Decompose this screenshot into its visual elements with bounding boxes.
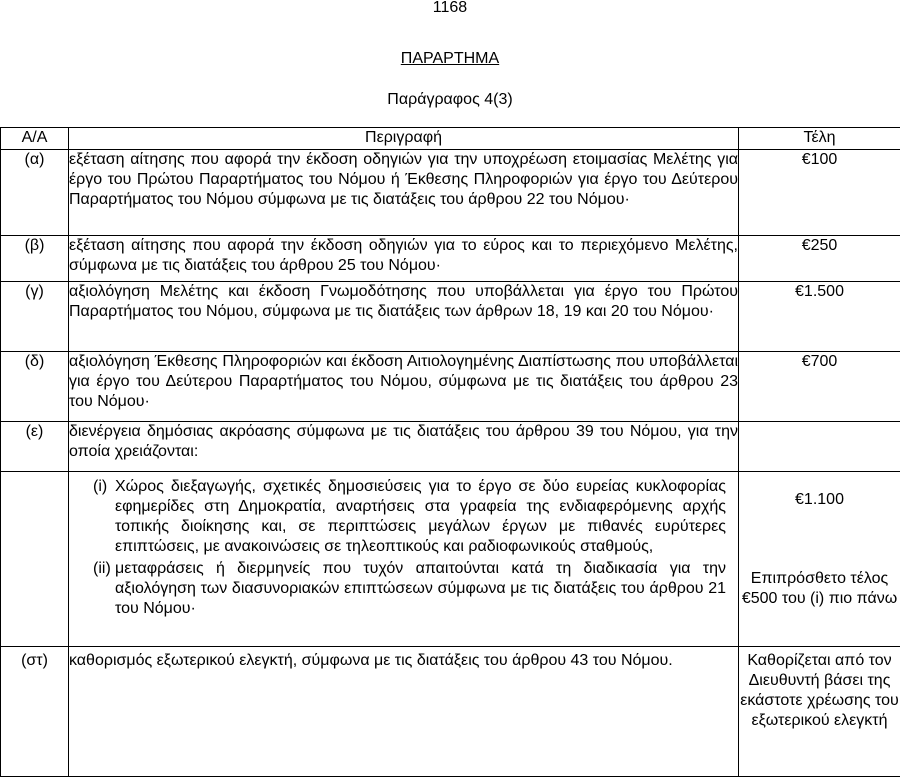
sub-item [93,477,726,557]
row-index: (στ) [1,647,69,777]
row-fee: €1.500 [739,282,900,352]
sub-item-fee: €1.100 [795,491,844,508]
row-index: (α) [1,150,69,236]
header-description: Περιγραφή [69,128,739,150]
table-row [1,282,900,352]
row-index: (δ) [1,352,69,422]
row-description: αξιολόγηση Μελέτης και έκδοση Γνωμοδότησης που υποβάλλεται για έργο του Πρώτου Παραρτήματος του Νόμου, σύμφωνα με τις διατάξεις των άρθρων 18, 19 και 20 του Νόμου· [69,282,739,352]
table-row-sub-items [1,472,900,647]
sub-item-marker: (i) [93,478,108,495]
table-row [1,352,900,422]
annex-title: ΠΑΡΑΡΤΗΜΑ [400,50,500,67]
row-description: διενέργεια δημόσιας ακρόασης σύμφωνα με τις διατάξεις του άρθρου 39 του Νόμου, για την οποία χρειάζονται: [69,422,739,472]
sub-item-fee: Επιπρόσθετο τέλος €500 του (i) πιο πάνω [741,570,898,607]
row-index-empty [1,472,69,647]
header-index: Α/Α [1,128,69,150]
row-fee: €250 [739,236,900,282]
table-row [1,236,900,282]
row-description: εξέταση αίτησης που αφορά την έκδοση οδηγιών για το εύρος και το περιεχόμενο Μελέτης, σύμφωνα με τις διατάξεις του άρθρου 25 του Νόμου· [69,236,739,282]
sub-item-text: μεταφράσεις ή διερμηνείς που τυχόν απαιτούνται κατά τη διαδικασία για την αξιολόγηση των διασυνοριακών επιπτώσεων σύμφωνα με τις διατάξεις του άρθρου 21 του Νόμου· [115,560,726,617]
row-description: εξέταση αίτησης που αφορά την έκδοση οδηγιών για την υποχρέωση ετοιμασίας Μελέτης για έργο του Πρώτου Παραρτήματος του Νόμου ή Έκθεσης Πληροφοριών για έργο του Δεύτερου Παραρτήματος του Νόμου σύμφωνα με τις διατάξεις του άρθρου 22 του Νόμου· [69,150,739,236]
row-index: (γ) [1,282,69,352]
sub-items-cell [69,472,739,647]
annex-subtitle: Παράγραφος 4(3) [387,91,513,108]
sub-item-marker: (ii) [93,560,111,577]
header-fees: Τέλη [739,128,900,150]
page-number: 1168 [432,0,468,16]
table-row [1,647,900,777]
row-description: καθορισμός εξωτερικού ελεγκτή, σύμφωνα με τις διατάξεις του άρθρου 43 του Νόμου. [69,647,739,777]
sub-item [93,559,726,619]
row-index: (ε) [1,422,69,472]
row-fee [739,422,900,472]
sub-item-text: Χώρος διεξαγωγής, σχετικές δημοσιεύσεις για το έργο σε δύο ευρείας κυκλοφορίας εφημερίδες στη Δημοκρατία, αναρτήσεις στα γραφεία της ενδιαφερόμενης αρχής τοπικής διοίκησης και, σε περιπτώσεις μεγάλων έργων με πιθανές ευρύτερες επιπτώσεις, με ανακοινώσεις σε τηλεοπτικούς και ραδιοφωνικούς σταθμούς, [115,478,726,555]
fees-table [0,127,900,777]
row-fee: Καθορίζεται από τον Διευθυντή βάσει της εκάστοτε χρέωσης του εξωτερικού ελεγκτή [739,647,900,777]
table-row [1,150,900,236]
row-fee: €100 [739,150,900,236]
sub-items-fees-cell [739,472,900,647]
row-description: αξιολόγηση Έκθεσης Πληροφοριών και έκδοση Αιτιολογημένης Διαπίστωσης που υποβάλλεται για έργο του Δεύτερου Παραρτήματος του Νόμου, σύμφωνα με τις διατάξεις του άρθρου 23 του Νόμου· [69,352,739,422]
table-row [1,422,900,472]
row-index: (β) [1,236,69,282]
row-fee: €700 [739,352,900,422]
table-header-row [1,128,900,150]
